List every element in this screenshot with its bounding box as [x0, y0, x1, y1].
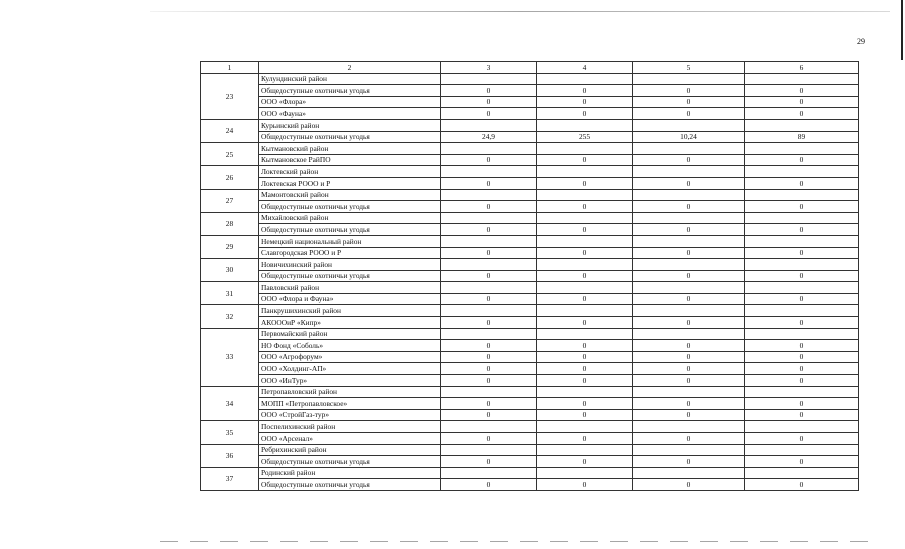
empty-cell [441, 305, 537, 317]
value-cell: 0 [537, 363, 633, 375]
user-name: ООО «СтройГаз-тур» [259, 409, 441, 421]
row-number: 26 [201, 166, 259, 189]
value-cell: 0 [537, 85, 633, 97]
value-cell: 0 [537, 351, 633, 363]
district-row [201, 282, 859, 294]
table-row [201, 177, 859, 189]
value-cell: 0 [537, 108, 633, 120]
user-name: Общедоступные охотничьи угодья [259, 456, 441, 468]
empty-cell [441, 282, 537, 294]
value-cell: 0 [537, 317, 633, 329]
district-row [201, 212, 859, 224]
table-row [201, 224, 859, 236]
table-row [201, 270, 859, 282]
value-cell: 0 [633, 293, 745, 305]
empty-cell [745, 212, 859, 224]
value-cell: 0 [633, 317, 745, 329]
header-cell: 6 [745, 62, 859, 74]
value-cell: 0 [745, 270, 859, 282]
value-cell: 0 [537, 409, 633, 421]
row-number: 35 [201, 421, 259, 444]
empty-cell [537, 212, 633, 224]
value-cell: 0 [633, 375, 745, 387]
district-name: Павловский район [259, 282, 441, 294]
table-row [201, 340, 859, 352]
empty-cell [633, 444, 745, 456]
value-cell: 0 [745, 351, 859, 363]
empty-cell [441, 166, 537, 178]
row-number: 36 [201, 444, 259, 467]
empty-cell [441, 73, 537, 85]
value-cell: 0 [441, 247, 537, 259]
value-cell: 0 [441, 456, 537, 468]
row-number: 32 [201, 305, 259, 328]
value-cell: 255 [537, 131, 633, 143]
value-cell: 0 [441, 479, 537, 491]
district-row [201, 235, 859, 247]
value-cell: 0 [537, 177, 633, 189]
header-cell: 3 [441, 62, 537, 74]
value-cell: 0 [441, 154, 537, 166]
table-body [201, 62, 859, 491]
value-cell: 0 [537, 293, 633, 305]
user-name: ООО «Агрофорум» [259, 351, 441, 363]
user-name: Общедоступные охотничьи угодья [259, 201, 441, 213]
user-name: Общедоступные охотничьи угодья [259, 479, 441, 491]
value-cell: 24,9 [441, 131, 537, 143]
value-cell: 0 [441, 317, 537, 329]
empty-cell [633, 212, 745, 224]
row-number: 27 [201, 189, 259, 212]
empty-cell [745, 467, 859, 479]
empty-cell [633, 166, 745, 178]
value-cell: 0 [745, 293, 859, 305]
user-name: МОПП «Петропавловское» [259, 398, 441, 410]
value-cell: 0 [633, 433, 745, 445]
user-name: ООО «Арсенал» [259, 433, 441, 445]
district-row [201, 73, 859, 85]
header-cell: 5 [633, 62, 745, 74]
row-number: 23 [201, 73, 259, 119]
empty-cell [633, 282, 745, 294]
value-cell: 0 [537, 96, 633, 108]
value-cell: 0 [441, 409, 537, 421]
empty-cell [745, 282, 859, 294]
table-row [201, 96, 859, 108]
district-row [201, 259, 859, 271]
value-cell: 0 [633, 363, 745, 375]
empty-cell [633, 328, 745, 340]
empty-cell [633, 189, 745, 201]
empty-cell [537, 328, 633, 340]
empty-cell [745, 189, 859, 201]
user-name: Кытмановское РайПО [259, 154, 441, 166]
table-row [201, 131, 859, 143]
table-row [201, 201, 859, 213]
value-cell: 0 [441, 293, 537, 305]
user-name: ООО «ИнТур» [259, 375, 441, 387]
value-cell: 10,24 [633, 131, 745, 143]
value-cell: 0 [441, 433, 537, 445]
empty-cell [441, 421, 537, 433]
empty-cell [537, 467, 633, 479]
value-cell: 0 [633, 479, 745, 491]
empty-cell [633, 73, 745, 85]
table-row [201, 108, 859, 120]
value-cell: 0 [633, 398, 745, 410]
district-row [201, 166, 859, 178]
district-name: Родинский район [259, 467, 441, 479]
empty-cell [537, 305, 633, 317]
empty-cell [745, 386, 859, 398]
district-row [201, 143, 859, 155]
empty-cell [633, 305, 745, 317]
value-cell: 89 [745, 131, 859, 143]
value-cell: 0 [745, 224, 859, 236]
row-number: 34 [201, 386, 259, 421]
empty-cell [633, 467, 745, 479]
value-cell: 0 [441, 201, 537, 213]
value-cell: 0 [537, 340, 633, 352]
district-row [201, 305, 859, 317]
table-row [201, 479, 859, 491]
empty-cell [441, 119, 537, 131]
value-cell: 0 [537, 456, 633, 468]
user-name: ООО «Холдинг-АП» [259, 363, 441, 375]
empty-cell [745, 235, 859, 247]
empty-cell [441, 259, 537, 271]
value-cell: 0 [745, 340, 859, 352]
value-cell: 0 [441, 340, 537, 352]
header-cell: 1 [201, 62, 259, 74]
value-cell: 0 [745, 201, 859, 213]
table-row [201, 293, 859, 305]
empty-cell [537, 143, 633, 155]
user-name: Общедоступные охотничьи угодья [259, 85, 441, 97]
value-cell: 0 [633, 247, 745, 259]
user-name: ООО «Фауна» [259, 108, 441, 120]
value-cell: 0 [441, 108, 537, 120]
value-cell: 0 [537, 398, 633, 410]
empty-cell [441, 467, 537, 479]
value-cell: 0 [633, 85, 745, 97]
table-row [201, 154, 859, 166]
value-cell: 0 [441, 96, 537, 108]
value-cell: 0 [441, 224, 537, 236]
district-name: Кулундинский район [259, 73, 441, 85]
empty-cell [745, 143, 859, 155]
scan-artifact-bottom [160, 541, 880, 542]
value-cell: 0 [441, 375, 537, 387]
value-cell: 0 [441, 177, 537, 189]
district-name: Поспелихинский район [259, 421, 441, 433]
user-name: Общедоступные охотничьи угодья [259, 270, 441, 282]
empty-cell [537, 73, 633, 85]
empty-cell [537, 166, 633, 178]
value-cell: 0 [537, 479, 633, 491]
value-cell: 0 [745, 85, 859, 97]
value-cell: 0 [745, 363, 859, 375]
empty-cell [745, 421, 859, 433]
value-cell: 0 [633, 96, 745, 108]
empty-cell [537, 282, 633, 294]
empty-cell [441, 143, 537, 155]
row-number: 37 [201, 467, 259, 490]
empty-cell [441, 212, 537, 224]
value-cell: 0 [441, 85, 537, 97]
empty-cell [441, 189, 537, 201]
empty-cell [745, 73, 859, 85]
value-cell: 0 [633, 201, 745, 213]
empty-cell [441, 328, 537, 340]
value-cell: 0 [745, 177, 859, 189]
empty-cell [537, 189, 633, 201]
empty-cell [745, 166, 859, 178]
value-cell: 0 [537, 224, 633, 236]
district-name: Курьинский район [259, 119, 441, 131]
row-number: 28 [201, 212, 259, 235]
empty-cell [537, 421, 633, 433]
empty-cell [441, 444, 537, 456]
table-row [201, 456, 859, 468]
table-row [201, 433, 859, 445]
table-row [201, 375, 859, 387]
user-name: ООО «Флора» [259, 96, 441, 108]
table-row [201, 317, 859, 329]
district-name: Локтевский район [259, 166, 441, 178]
empty-cell [633, 235, 745, 247]
row-number: 33 [201, 328, 259, 386]
value-cell: 0 [537, 154, 633, 166]
district-name: Первомайский район [259, 328, 441, 340]
value-cell: 0 [745, 247, 859, 259]
table-row [201, 247, 859, 259]
user-name: ООО «Флора и Фауна» [259, 293, 441, 305]
empty-cell [537, 444, 633, 456]
table-row [201, 409, 859, 421]
district-name: Петропавловский район [259, 386, 441, 398]
header-cell: 2 [259, 62, 441, 74]
empty-cell [633, 386, 745, 398]
empty-cell [745, 305, 859, 317]
district-name: Панкрушихинский район [259, 305, 441, 317]
value-cell: 0 [441, 351, 537, 363]
table-row [201, 398, 859, 410]
row-number: 25 [201, 143, 259, 166]
scan-artifact-top [150, 11, 890, 12]
user-name: Общедоступные охотничьи угодья [259, 131, 441, 143]
value-cell: 0 [745, 375, 859, 387]
table-row [201, 351, 859, 363]
row-number: 24 [201, 119, 259, 142]
value-cell: 0 [633, 409, 745, 421]
empty-cell [745, 328, 859, 340]
empty-cell [745, 259, 859, 271]
value-cell: 0 [537, 270, 633, 282]
scan-artifact-right-edge [901, 0, 903, 60]
value-cell: 0 [745, 456, 859, 468]
value-cell: 0 [633, 224, 745, 236]
value-cell: 0 [745, 96, 859, 108]
empty-cell [441, 386, 537, 398]
district-row [201, 386, 859, 398]
district-name: Михайловский район [259, 212, 441, 224]
user-name: АКОООиР «Кипр» [259, 317, 441, 329]
district-row [201, 189, 859, 201]
district-row [201, 467, 859, 479]
district-name: Ребрихинский район [259, 444, 441, 456]
empty-cell [745, 119, 859, 131]
value-cell: 0 [441, 270, 537, 282]
value-cell: 0 [633, 456, 745, 468]
value-cell: 0 [745, 398, 859, 410]
empty-cell [537, 259, 633, 271]
row-number: 31 [201, 282, 259, 305]
value-cell: 0 [537, 247, 633, 259]
table-row [201, 85, 859, 97]
district-row [201, 421, 859, 433]
row-number: 30 [201, 259, 259, 282]
table-row [201, 363, 859, 375]
value-cell: 0 [745, 108, 859, 120]
user-name: Общедоступные охотничьи угодья [259, 224, 441, 236]
user-name: Славгородская РООО и Р [259, 247, 441, 259]
value-cell: 0 [537, 433, 633, 445]
empty-cell [537, 386, 633, 398]
value-cell: 0 [633, 351, 745, 363]
district-name: Кытмановский район [259, 143, 441, 155]
value-cell: 0 [745, 154, 859, 166]
value-cell: 0 [745, 433, 859, 445]
empty-cell [441, 235, 537, 247]
empty-cell [633, 143, 745, 155]
data-table [200, 61, 859, 491]
district-name: Новичихинский район [259, 259, 441, 271]
value-cell: 0 [745, 479, 859, 491]
page-number: 29 [857, 37, 865, 46]
value-cell: 0 [633, 154, 745, 166]
value-cell: 0 [441, 363, 537, 375]
value-cell: 0 [745, 317, 859, 329]
header-cell: 4 [537, 62, 633, 74]
district-name: Мамонтовский район [259, 189, 441, 201]
empty-cell [537, 119, 633, 131]
empty-cell [633, 421, 745, 433]
value-cell: 0 [633, 177, 745, 189]
empty-cell [633, 119, 745, 131]
district-row [201, 444, 859, 456]
value-cell: 0 [441, 398, 537, 410]
district-row [201, 119, 859, 131]
value-cell: 0 [633, 270, 745, 282]
user-name: НО Фонд «Соболь» [259, 340, 441, 352]
district-row [201, 328, 859, 340]
row-number: 29 [201, 235, 259, 258]
value-cell: 0 [537, 201, 633, 213]
district-name: Немецкий национальный район [259, 235, 441, 247]
empty-cell [537, 235, 633, 247]
value-cell: 0 [633, 108, 745, 120]
table-header-row [201, 62, 859, 74]
user-name: Локтевская РООО и Р [259, 177, 441, 189]
value-cell: 0 [745, 409, 859, 421]
empty-cell [745, 444, 859, 456]
value-cell: 0 [537, 375, 633, 387]
empty-cell [633, 259, 745, 271]
value-cell: 0 [633, 340, 745, 352]
